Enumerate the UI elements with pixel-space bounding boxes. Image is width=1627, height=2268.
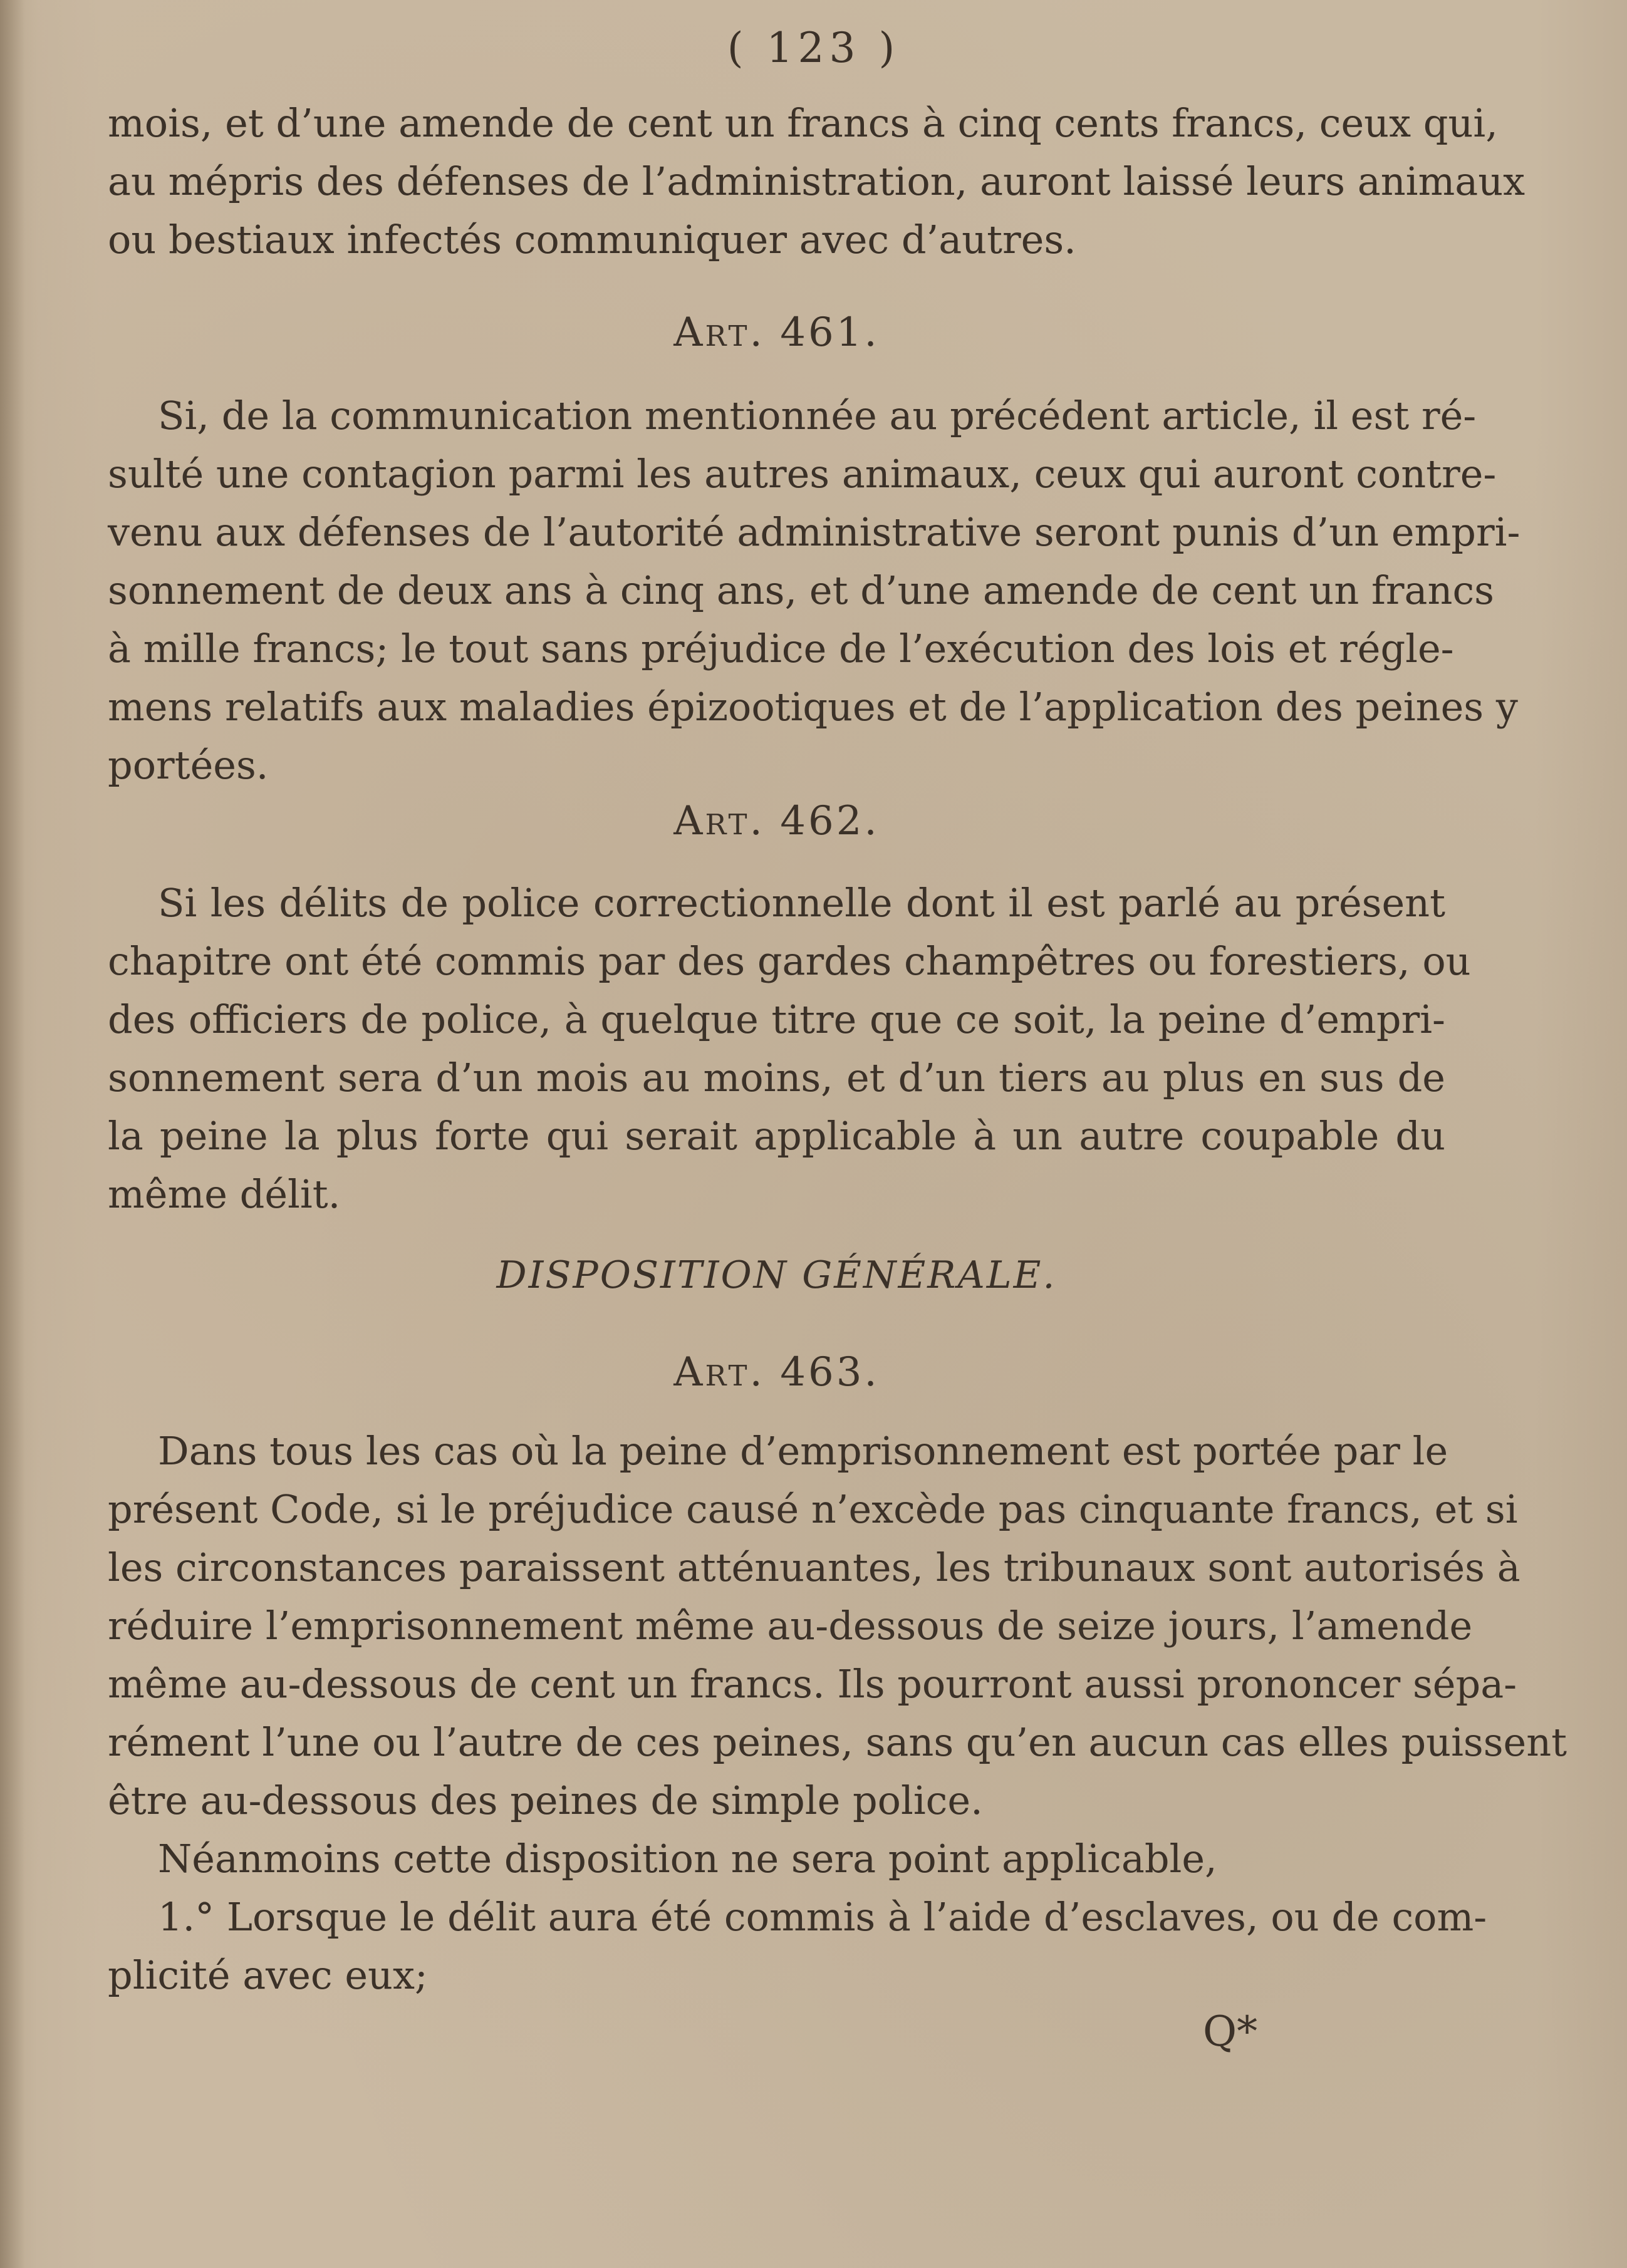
text-line: Dans tous les cas où la peine d’emprisonnement est portée par le: [158, 1428, 1448, 1474]
text-line: sonnement de deux ans à cinq ans, et d’une amende de cent un francs: [108, 567, 1494, 613]
text-line: Si, de la communication mentionnée au précédent article, il est ré-: [158, 393, 1477, 438]
text-line: rément l’une ou l’autre de ces peines, sans qu’en aucun cas elles puissent: [108, 1719, 1567, 1765]
text-line: mois, et d’une amende de cent un francs à cinq cents francs, ceux qui,: [108, 100, 1498, 146]
article-462-body: [108, 874, 1471, 1223]
section-title: DISPOSITION GÉNÉRALE.: [496, 1253, 1057, 1297]
text-line: des officiers de police, à quelque titre que ce soit, la peine d’empri-: [108, 997, 1445, 1042]
text-line: la peine la plus forte qui serait applicable à un autre coupable du: [108, 1113, 1445, 1159]
text-line: mens relatifs aux maladies épizootiques et de l’application des peines y: [108, 684, 1518, 730]
text-line: ou bestiaux infectés communiquer avec d’autres.: [108, 217, 1076, 262]
article-label: Art.: [673, 1349, 765, 1395]
text-line: venu aux défenses de l’autorité administrative seront punis d’un empri-: [108, 509, 1520, 555]
text-line: réduire l’emprisonnement même au-dessous de seize jours, l’amende: [108, 1603, 1473, 1649]
text-line: sulté une contagion parmi les autres animaux, ceux qui auront contre-: [108, 451, 1497, 497]
section-title-block: [108, 1246, 1445, 1305]
article-463-body: [108, 1422, 1567, 2004]
text-line: Si les délits de police correctionnelle dont il est parlé au présent: [158, 880, 1445, 926]
article-461-heading: [108, 304, 1445, 362]
binding-shadow: [0, 0, 25, 2268]
text-line: plicité avec eux;: [108, 1952, 428, 1998]
text-line: présent Code, si le préjudice causé n’excède pas cinquante francs, et si: [108, 1486, 1518, 1532]
article-label: Art.: [673, 309, 765, 356]
article-461-body: [108, 386, 1520, 794]
article-number: 463.: [780, 1349, 880, 1395]
text-line: chapitre ont été commis par des gardes champêtres ou forestiers, ou: [108, 938, 1471, 984]
text-line: 1.° Lorsque le délit aura été commis à l’aide d’esclaves, ou de com-: [158, 1894, 1487, 1940]
text-line: Néanmoins cette disposition ne sera point applicable,: [158, 1836, 1217, 1882]
text-line: même délit.: [108, 1171, 341, 1217]
text-line: être au-dessous des peines de simple police.: [108, 1778, 983, 1823]
article-463-heading: [108, 1344, 1445, 1402]
article-number: 461.: [780, 309, 880, 356]
article-462-heading: [108, 792, 1445, 851]
text-line: à mille francs; le tout sans préjudice de l’exécution des lois et régle-: [108, 626, 1454, 671]
text-line: les circonstances paraissent atténuantes, les tribunaux sont autorisés à: [108, 1545, 1520, 1590]
page-number: ( 123 ): [727, 24, 900, 72]
signature-mark: Q*: [1203, 2007, 1258, 2056]
text-line: sonnement sera d’un mois au moins, et d’un tiers au plus en sus de: [108, 1055, 1445, 1100]
text-line: même au-dessous de cent un francs. Ils pourront aussi prononcer sépa-: [108, 1661, 1517, 1707]
article-label: Art.: [673, 798, 765, 844]
text-line: au mépris des défenses de l’administration, auront laissé leurs animaux: [108, 158, 1526, 204]
intro-paragraph: [108, 94, 1526, 269]
text-line: portées.: [108, 742, 269, 788]
article-number: 462.: [780, 798, 880, 844]
